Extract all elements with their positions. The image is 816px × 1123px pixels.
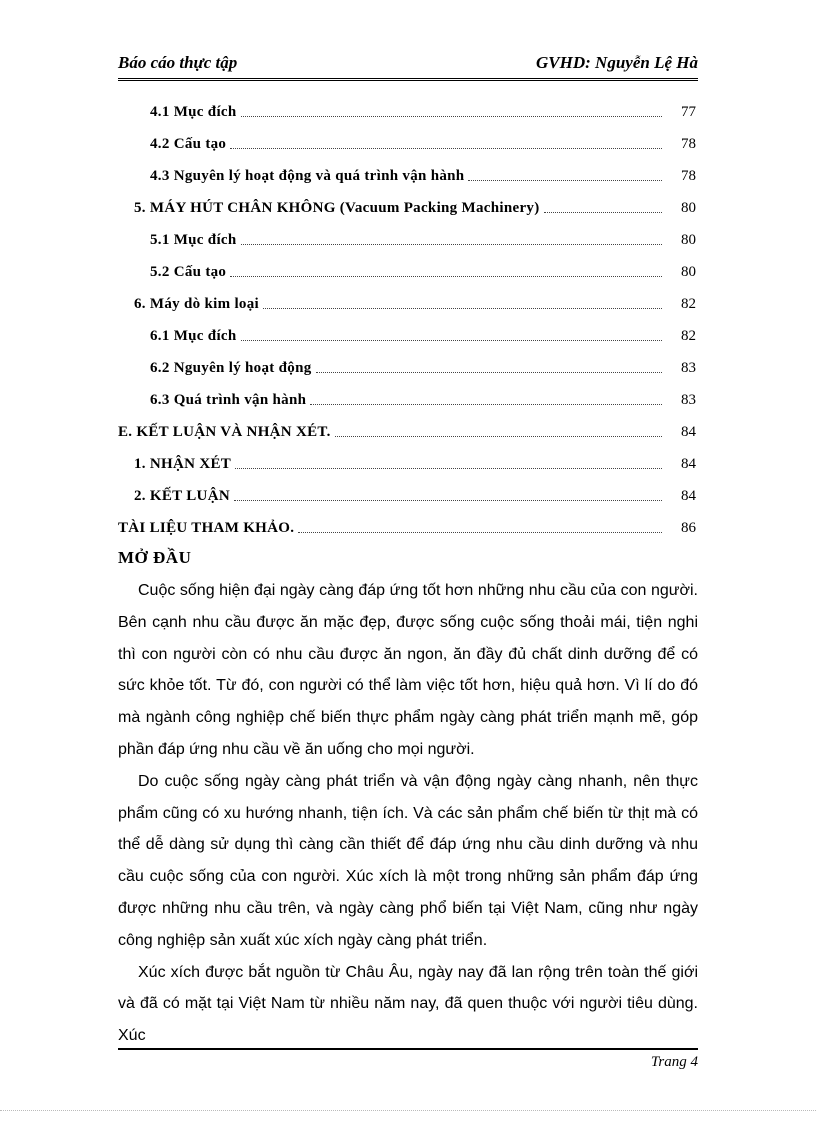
toc-entry-label: 4.1 Mục đích bbox=[150, 103, 237, 120]
toc-entry-label: 5.1 Mục đích bbox=[150, 231, 237, 248]
toc-entry[interactable] bbox=[118, 96, 698, 128]
toc-leader-dots bbox=[230, 148, 662, 149]
paragraph: Cuộc sống hiện đại ngày càng đáp ứng tốt hơn những nhu cầu của con người. Bên cạnh nhu cầu được ăn mặc đẹp, được sống cuộc sống thoải mái, tiện nghi thì con người còn có nhu cầu được ăn ngon, ăn đầy đủ chất dinh dưỡng để có sức khỏe tốt. Từ đó, con người có thể làm việc tốt hơn, hiệu quả hơn. Vì lí do đó mà ngành công nghiệp chế biến thực phẩm ngày càng phát triển mạnh mẽ, góp phần đáp ứng nhu cầu về ăn uống cho mọi người. bbox=[118, 582, 698, 758]
toc-entry[interactable] bbox=[118, 416, 698, 448]
toc-leader-dots bbox=[230, 276, 662, 277]
paragraph: Do cuộc sống ngày càng phát triển và vận động ngày càng nhanh, nên thực phẩm cũng có xu hướng nhanh, tiện ích. Và các sản phẩm chế biến từ thịt mà có thể dễ dàng sử dụng thì càng cần thiết để đáp ứng nhu cầu dinh dưỡng và nhu cầu cuộc sống của con người. Xúc xích là một trong những sản phẩm đáp ứng được những nhu cầu trên, và ngày càng phổ biến tại Việt Nam, cũng như ngày công nghiệp sản xuất xúc xích ngày càng phát triển. bbox=[118, 772, 698, 949]
toc-entry-label: 4.3 Nguyên lý hoạt động và quá trình vận hành bbox=[150, 167, 465, 184]
toc-entry-page: 80 bbox=[681, 231, 696, 248]
section-heading: MỞ ĐẦU bbox=[118, 548, 192, 567]
toc-leader-dots bbox=[263, 308, 662, 309]
toc-entry-label: 6.3 Quá trình vận hành bbox=[150, 391, 307, 408]
toc-entry-page: 77 bbox=[681, 103, 696, 120]
toc-leader-dots bbox=[241, 116, 662, 117]
toc-leader-dots bbox=[241, 340, 662, 341]
toc-leader-dots bbox=[235, 468, 662, 469]
toc-entry-label: 6.2 Nguyên lý hoạt động bbox=[150, 359, 312, 376]
toc-entry-page: 78 bbox=[681, 135, 696, 152]
toc-leader-dots bbox=[234, 500, 662, 501]
toc-entry[interactable] bbox=[118, 160, 698, 192]
toc-entry-page: 82 bbox=[681, 327, 696, 344]
paragraph: Xúc xích được bắt nguồn từ Châu Âu, ngày nay đã lan rộng trên toàn thế giới và đã có mặt tại Việt Nam từ nhiều năm nay, đã quen thuộc với người tiêu dùng. Xúc bbox=[118, 963, 698, 1045]
toc-entry[interactable] bbox=[118, 480, 698, 512]
toc-entry[interactable] bbox=[118, 320, 698, 352]
toc-entry-page: 82 bbox=[681, 295, 696, 312]
page-edge-divider bbox=[0, 1110, 816, 1111]
toc-entry-page: 84 bbox=[681, 423, 696, 440]
page-header bbox=[118, 50, 698, 81]
toc-entry[interactable] bbox=[118, 192, 698, 224]
toc-entry[interactable] bbox=[118, 288, 698, 320]
table-of-contents bbox=[118, 96, 698, 544]
body-text bbox=[118, 575, 698, 1052]
toc-leader-dots bbox=[544, 212, 662, 213]
toc-entry-label: 5.2 Cấu tạo bbox=[150, 263, 227, 280]
toc-leader-dots bbox=[335, 436, 662, 437]
toc-entry-label: 5. MÁY HÚT CHÂN KHÔNG (Vacuum Packing Machinery) bbox=[134, 199, 540, 216]
toc-entry-label: 6.1 Mục đích bbox=[150, 327, 237, 344]
header-report-title: Báo cáo thực tập bbox=[118, 53, 238, 72]
toc-entry-label: 1. NHẬN XÉT bbox=[134, 455, 232, 472]
toc-entry[interactable] bbox=[118, 352, 698, 384]
header-advisor: GVHD: Nguyễn Lệ Hà bbox=[536, 53, 698, 72]
page-number: Trang 4 bbox=[650, 1054, 698, 1070]
toc-entry[interactable] bbox=[118, 224, 698, 256]
toc-entry-label: 2. KẾT LUẬN bbox=[134, 487, 230, 504]
toc-entry-page: 80 bbox=[681, 263, 696, 280]
toc-entry[interactable] bbox=[118, 384, 698, 416]
toc-entry-label: 4.2 Cấu tạo bbox=[150, 135, 227, 152]
toc-entry-page: 84 bbox=[681, 487, 696, 504]
footer-rule bbox=[118, 1048, 698, 1050]
toc-entry[interactable] bbox=[118, 448, 698, 480]
toc-entry-page: 86 bbox=[681, 519, 696, 536]
toc-entry-page: 84 bbox=[681, 455, 696, 472]
toc-entry-page: 83 bbox=[681, 391, 696, 408]
toc-entry-page: 80 bbox=[681, 199, 696, 216]
toc-leader-dots bbox=[241, 244, 662, 245]
toc-entry-page: 78 bbox=[681, 167, 696, 184]
toc-entry[interactable] bbox=[118, 256, 698, 288]
toc-entry[interactable] bbox=[118, 128, 698, 160]
toc-entry[interactable] bbox=[118, 512, 698, 544]
toc-entry-page: 83 bbox=[681, 359, 696, 376]
toc-entry-label: 6. Máy dò kim loại bbox=[134, 295, 259, 312]
toc-leader-dots bbox=[316, 372, 662, 373]
toc-leader-dots bbox=[468, 180, 662, 181]
toc-leader-dots bbox=[310, 404, 662, 405]
toc-entry-label: E. KẾT LUẬN VÀ NHẬN XÉT. bbox=[118, 423, 331, 440]
toc-leader-dots bbox=[298, 532, 662, 533]
toc-entry-label: TÀI LIỆU THAM KHẢO. bbox=[118, 519, 295, 536]
